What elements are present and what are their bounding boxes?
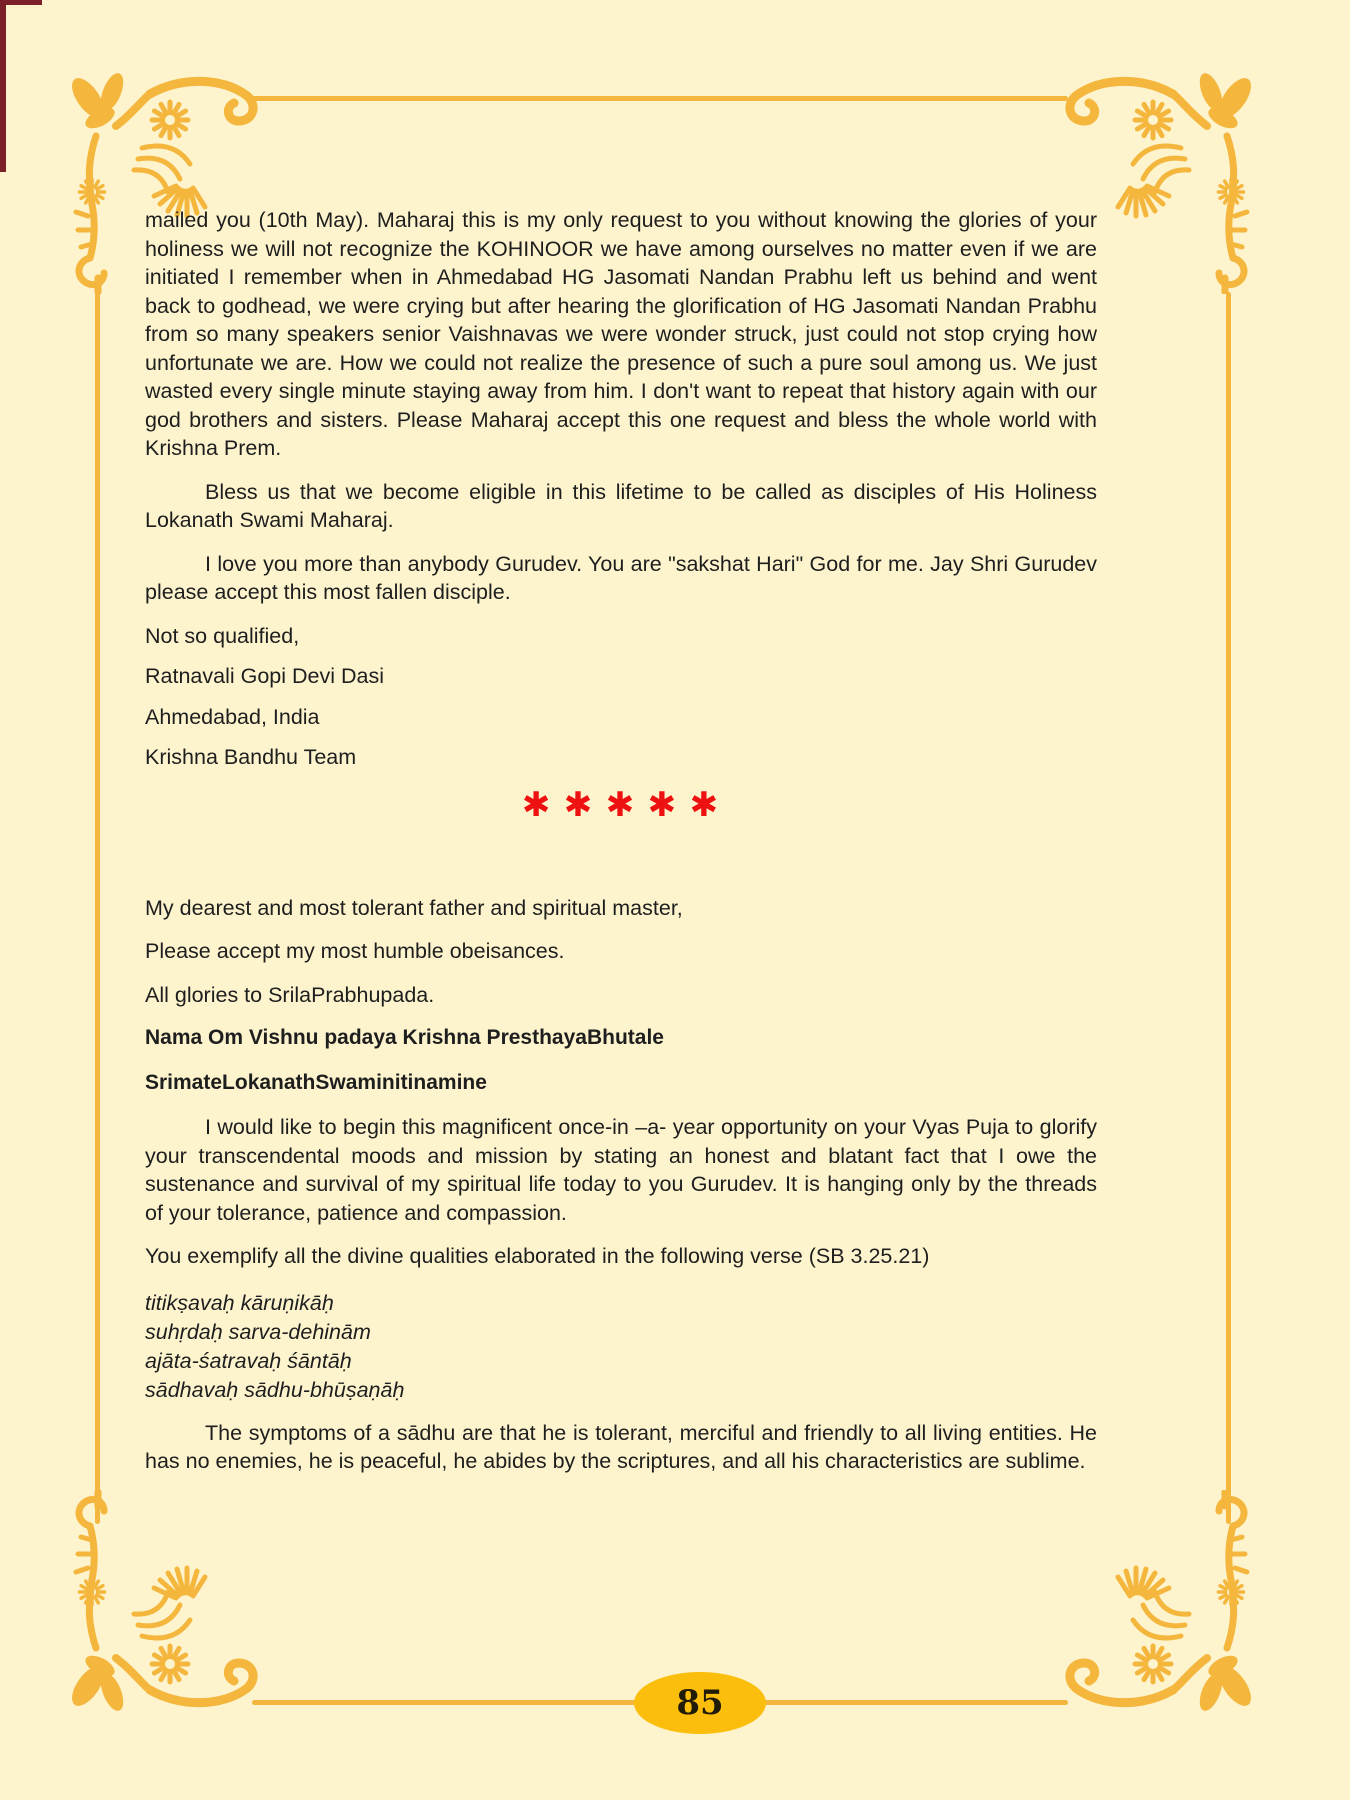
letter1-paragraph-3: I love you more than anybody Gurudev. You are "sakshat Hari" God for me. Jay Shri Gurudev please accept this most fallen disciple.	[145, 551, 1097, 604]
frame-line-top	[252, 96, 1068, 101]
salutation-line-1: My dearest and most tolerant father and spiritual master,	[145, 895, 683, 920]
scan-edge-artifact-horizontal	[0, 0, 42, 5]
salutation-line-2: Please accept my most humble obeisances.	[145, 939, 565, 963]
mantra-line-2: SrimateLokanathSwaminitinamine	[145, 1070, 487, 1094]
floral-corner-ornament-bottom-right	[1065, 1490, 1265, 1720]
letter1-paragraph-2: Bless us that we become eligible in this lifetime to be called as disciples of His Holiness Lokanath Swami Maharaj.	[145, 479, 1097, 532]
page-number-badge	[634, 1672, 766, 1734]
verse-line-3: ajāta-śatravaḥ śāntāḥ	[145, 1348, 352, 1373]
section-separator-asterisks: ✱ ✱ ✱ ✱ ✱	[521, 785, 721, 824]
page-number: 85	[676, 1683, 724, 1723]
scan-edge-artifact-vertical	[0, 0, 6, 172]
letter2-intro-paragraph: I would like to begin this magnificent once-in –a- year opportunity on your Vyas Puja to glorify your transcendental moods and mission by stating an honest and blatant fact that I owe the sustenance and survival of my spiritual life today to you Gurudev. It is hanging only by the threads of your tolerance, patience and compassion.	[145, 1115, 1097, 1225]
frame-line-right	[1226, 292, 1231, 1524]
verse-line-2: suhṛdaḥ sarva-dehinām	[145, 1319, 371, 1344]
mantra-line-1: Nama Om Vishnu padaya Krishna PresthayaBhutale	[145, 1026, 664, 1049]
page-content	[145, 206, 1097, 1491]
verse-translation: The symptoms of a sādhu are that he is tolerant, merciful and friendly to all living entities. He has no enemies, he is peaceful, he abides by the scriptures, and all his characteristics are sublime.	[145, 1420, 1097, 1473]
verse-intro: You exemplify all the divine qualities elaborated in the following verse (SB 3.25.21)	[145, 1244, 930, 1268]
signature-line-qualifier: Not so qualified,	[145, 623, 300, 648]
verse-line-4: sādhavaḥ sādhu-bhūṣaṇāḥ	[145, 1377, 405, 1402]
frame-line-left	[95, 292, 100, 1524]
verse-line-1: titikṣavaḥ kāruṇikāḥ	[145, 1290, 334, 1315]
letter1-paragraph-1: mailed you (10th May). Maharaj this is my only request to you without knowing the glories of your holiness we will not recognize the KOHINOOR we have among ourselves no matter even if we are initiated I remember when in Ahmedabad HG Jasomati Nandan Prabhu left us behind and went back to godhead, we were crying but after hearing the glorification of HG Jasomati Nandan Prabhu from so many speakers senior Vaishnavas we were wonder struck, just could not stop crying how unfortunate we are. How we could not realize the presence of such a pure soul among us. We just wasted every single minute staying away from him. I don't want to repeat that history again with our god brothers and sisters. Please Maharaj accept this one request and bless the whole world with Krishna Prem.	[145, 208, 1097, 460]
floral-corner-ornament-bottom-left	[58, 1490, 258, 1720]
signature-line-location: Ahmedabad, India	[145, 704, 320, 729]
salutation-line-3: All glories to SrilaPrabhupada.	[145, 982, 435, 1007]
signature-line-name: Ratnavali Gopi Devi Dasi	[145, 664, 384, 688]
sanskrit-verse	[145, 1289, 1097, 1405]
signature-line-team: Krishna Bandhu Team	[145, 745, 357, 769]
